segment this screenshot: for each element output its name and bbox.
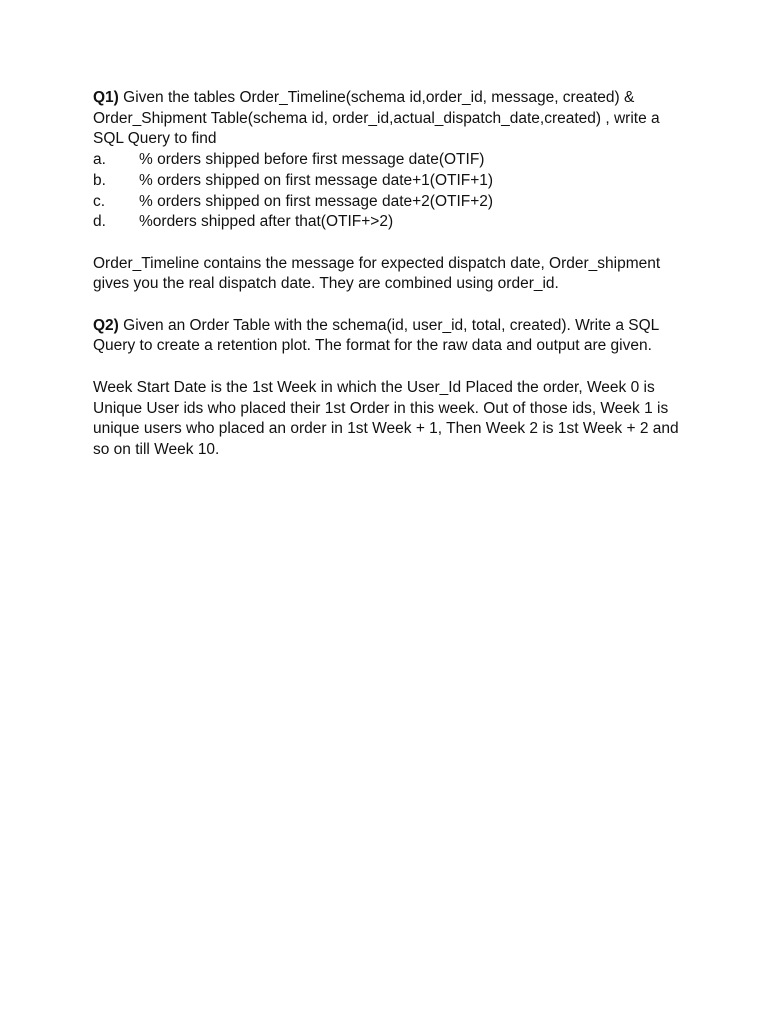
q2-question	[93, 316, 693, 357]
document-page	[93, 88, 693, 461]
list-item-text: % orders shipped on first message date+1(OTIF+1)	[139, 171, 494, 189]
list-item-text: % orders shipped before first message date(OTIF)	[139, 151, 485, 169]
list-marker: b.	[93, 171, 106, 189]
list-item	[93, 171, 693, 192]
q2-label: Q2)	[93, 316, 119, 334]
list-item	[93, 150, 693, 171]
list-item	[93, 192, 693, 213]
list-item-text: % orders shipped on first message date+2(OTIF+2)	[139, 192, 494, 210]
list-item-text: %orders shipped after that(OTIF+>2)	[139, 213, 394, 231]
q1-intro: Given the tables Order_Timeline(schema id,order_id, message, created) & Order_Shipment Table(schema id, order_id,actual_dispatch_date,created) , write a SQL Query to find	[93, 89, 660, 148]
list-marker: c.	[93, 192, 106, 210]
spacer	[93, 357, 693, 378]
list-marker: d.	[93, 213, 106, 231]
spacer	[93, 233, 693, 254]
q1-question	[93, 88, 693, 150]
q1-subquestion-list	[93, 150, 693, 233]
q2-note: Week Start Date is the 1st Week in which the User_Id Placed the order, Week 0 is Unique User ids who placed their 1st Order in this week. Out of those ids, Week 1 is unique users who placed an order in 1st Week + 1, Then Week 2 is 1st Week + 2 and so on till Week 10.	[93, 378, 679, 458]
q1-note: Order_Timeline contains the message for expected dispatch date, Order_shipment gives you the real dispatch date. They are combined using order_id.	[93, 254, 661, 293]
q1-label: Q1)	[93, 89, 119, 106]
spacer	[93, 295, 693, 316]
q2-intro: Given an Order Table with the schema(id, user_id, total, created). Write a SQL Query to create a retention plot. The format for the raw data and output are given.	[93, 316, 659, 355]
list-marker: a.	[93, 151, 106, 169]
list-item	[93, 212, 693, 233]
